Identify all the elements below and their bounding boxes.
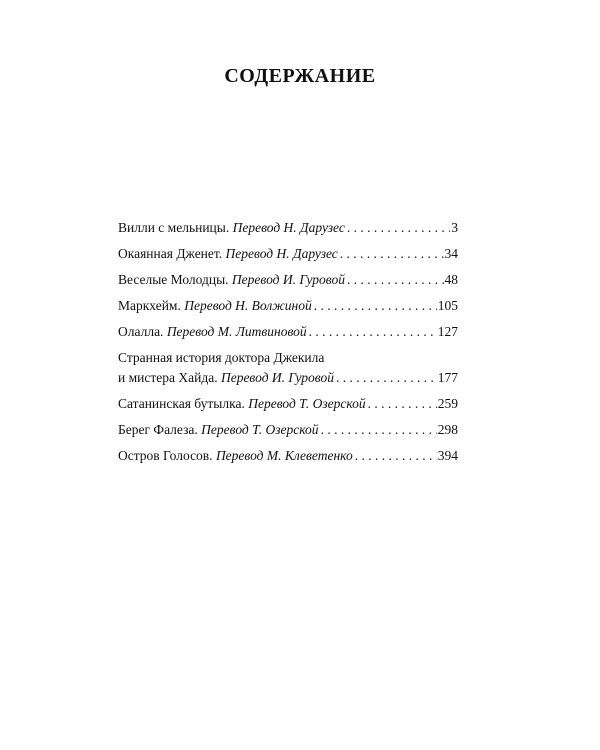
toc-entry-translator: Перевод Н. Волжиной bbox=[184, 298, 312, 313]
toc-entry-page: 177 bbox=[437, 370, 458, 385]
toc-line bbox=[118, 394, 458, 414]
toc-entry-title: Олалла. bbox=[118, 324, 164, 339]
toc-entry-page: 127 bbox=[437, 324, 458, 339]
toc-entry-page: 3 bbox=[451, 220, 458, 235]
toc-entry bbox=[118, 322, 458, 342]
toc-line bbox=[118, 270, 458, 290]
dot-leader bbox=[314, 296, 437, 316]
toc-line bbox=[118, 368, 458, 388]
toc-entry-translator: Перевод М. Литвиновой bbox=[166, 324, 307, 339]
toc-entry-title: Берег Фалеза. bbox=[118, 422, 198, 437]
toc-entry-translator: Перевод Н. Дарузес bbox=[225, 246, 338, 261]
toc-entry bbox=[118, 420, 458, 440]
toc-entry bbox=[118, 348, 458, 388]
toc-entry-title: Окаянная Дженет. bbox=[118, 246, 223, 261]
toc-entry-page: 34 bbox=[444, 246, 458, 261]
dot-leader bbox=[368, 394, 437, 414]
toc-line bbox=[118, 218, 458, 238]
toc-entry-title: и мистера Хайда. bbox=[118, 370, 218, 385]
toc-entry bbox=[118, 218, 458, 238]
dot-leader bbox=[347, 270, 444, 290]
dot-leader bbox=[321, 420, 437, 440]
toc-entry-translator: Перевод И. Гуровой bbox=[220, 370, 334, 385]
toc-entry bbox=[118, 270, 458, 290]
toc-entry-translator: Перевод Н. Дарузес bbox=[232, 220, 345, 235]
table-of-contents bbox=[118, 218, 458, 472]
dot-leader bbox=[340, 244, 444, 264]
toc-entry-title: Вилли с мельницы. bbox=[118, 220, 230, 235]
toc-entry-page: 259 bbox=[437, 396, 458, 411]
toc-entry-translator: Перевод Т. Озерской bbox=[201, 422, 319, 437]
toc-entry bbox=[118, 296, 458, 316]
toc-entry-page: 105 bbox=[437, 298, 458, 313]
toc-entry-page: 298 bbox=[437, 422, 458, 437]
toc-entry-translator: Перевод И. Гуровой bbox=[231, 272, 345, 287]
dot-leader bbox=[347, 218, 450, 238]
toc-line bbox=[118, 296, 458, 316]
toc-entry bbox=[118, 446, 458, 466]
toc-entry-title: Остров Голосов. bbox=[118, 448, 213, 463]
toc-line bbox=[118, 244, 458, 264]
toc-entry-translator: Перевод М. Клеветенко bbox=[215, 448, 353, 463]
toc-entry-title-line1: Странная история доктора Джекила bbox=[118, 350, 325, 365]
dot-leader bbox=[309, 322, 437, 342]
toc-line bbox=[118, 348, 458, 368]
toc-entry-page: 48 bbox=[444, 272, 458, 287]
toc-line bbox=[118, 322, 458, 342]
dot-leader bbox=[355, 446, 437, 466]
toc-entry-translator: Перевод Т. Озерской bbox=[248, 396, 366, 411]
toc-entry-title: Сатанинская бутылка. bbox=[118, 396, 245, 411]
toc-entry-page: 394 bbox=[437, 448, 458, 463]
toc-line bbox=[118, 420, 458, 440]
page-title: СОДЕРЖАНИЕ bbox=[224, 65, 376, 87]
toc-entry-title: Маркхейм. bbox=[118, 298, 181, 313]
dot-leader bbox=[336, 368, 437, 388]
toc-entry bbox=[118, 394, 458, 414]
toc-entry bbox=[118, 244, 458, 264]
toc-line bbox=[118, 446, 458, 466]
toc-entry-title: Веселые Молодцы. bbox=[118, 272, 229, 287]
